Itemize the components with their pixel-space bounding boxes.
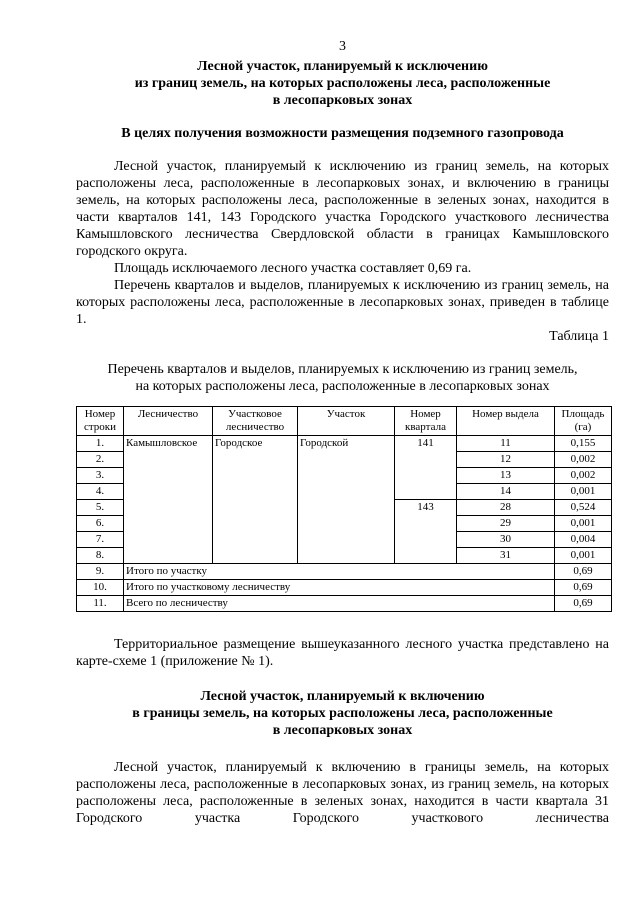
allotment-cell: 12: [457, 452, 555, 468]
forestry-cell: Камышловское: [124, 436, 213, 564]
area-cell: 0,001: [555, 484, 612, 500]
table-row: [77, 436, 612, 452]
row-num: 7.: [77, 532, 124, 548]
section1-heading-line-3: в лесопарковых зонах: [272, 93, 413, 108]
allotment-cell: 29: [457, 516, 555, 532]
purpose-heading: В целях получения возможности размещения подземного газопровода: [121, 126, 564, 141]
area-cell: 0,524: [555, 500, 612, 516]
table-caption: [76, 361, 609, 395]
map-reference-paragraph: Территориальное размещение вышеуказанного лесного участка представлено на карте-схеме 1 (приложение № 1).: [76, 637, 609, 669]
allotment-cell: 28: [457, 500, 555, 516]
table-header-row: [77, 407, 612, 436]
header-district-forestry: Участковое лесничество: [213, 407, 298, 436]
total-area: 0,69: [555, 596, 612, 612]
district-forestry-cell: Городское: [213, 436, 298, 564]
section2-heading-line-2: в границы земель, на которых расположены леса, расположенные: [132, 706, 553, 721]
table-caption-line-1: Перечень кварталов и выделов, планируемых к исключению из границ земель,: [107, 362, 578, 377]
table-total-row: [77, 596, 612, 612]
plot-cell: Городской: [298, 436, 395, 564]
allotment-cell: 31: [457, 548, 555, 564]
area-cell: 0,002: [555, 452, 612, 468]
row-num: 4.: [77, 484, 124, 500]
allotments-table: [76, 406, 612, 612]
row-num: 3.: [77, 468, 124, 484]
section2-heading: [76, 688, 609, 739]
section1-paragraph-3: Перечень кварталов и выделов, планируемых к исключению из границ земель, на которых расположены леса, расположенные в лесопарковых зонах, приведен в таблице 1.: [76, 278, 609, 327]
table-total-row: [77, 564, 612, 580]
area-cell: 0,004: [555, 532, 612, 548]
area-cell: 0,001: [555, 516, 612, 532]
row-num: 10.: [77, 580, 124, 596]
total-label: Итого по участковому лесничеству: [124, 580, 555, 596]
total-label: Итого по участку: [124, 564, 555, 580]
table-total-row: [77, 580, 612, 596]
header-plot: Участок: [298, 407, 395, 436]
section2-paragraph-1: Лесной участок, планируемый к включению в границы земель, на которых расположены леса, расположенные в лесопарковых зонах, из границ земель, на которых расположены леса, расположенные в зеленых зонах, находится в части квартала 31 Городского участка Городского участкового лесничества: [76, 760, 609, 826]
table-caption-line-2: на которых расположены леса, расположенные в лесопарковых зонах: [135, 379, 550, 394]
section1-heading-line-1: Лесной участок, планируемый к исключению: [197, 59, 488, 74]
section1-paragraph-1: Лесной участок, планируемый к исключению из границ земель, на которых расположены леса, расположенные в лесопарковых зонах, и включению в границы земель, на которых расположены леса, расположенные в зеленых зонах, находится в части кварталов 141, 143 Городского участка Городского участкового лесничества Камышловского лесничества Свердловской области в границах Камышловского городского округа.: [76, 159, 609, 259]
header-row-num: Номер строки: [77, 407, 124, 436]
section2-heading-line-1: Лесной участок, планируемый к включению: [200, 689, 485, 704]
section2-heading-line-3: в лесопарковых зонах: [272, 723, 413, 738]
header-quarter: Номер квартала: [395, 407, 457, 436]
area-cell: 0,155: [555, 436, 612, 452]
row-num: 8.: [77, 548, 124, 564]
allotment-cell: 13: [457, 468, 555, 484]
total-area: 0,69: [555, 564, 612, 580]
row-num: 5.: [77, 500, 124, 516]
table-label: Таблица 1: [549, 329, 609, 344]
area-cell: 0,002: [555, 468, 612, 484]
allotment-cell: 14: [457, 484, 555, 500]
row-num: 6.: [77, 516, 124, 532]
allotment-cell: 30: [457, 532, 555, 548]
header-allotment: Номер выдела: [457, 407, 555, 436]
total-label: Всего по лесничеству: [124, 596, 555, 612]
allotment-cell: 11: [457, 436, 555, 452]
row-num: 1.: [77, 436, 124, 452]
header-area: Площадь (га): [555, 407, 612, 436]
quarter-cell: 141: [395, 436, 457, 500]
row-num: 2.: [77, 452, 124, 468]
row-num: 11.: [77, 596, 124, 612]
page-number: 3: [339, 39, 346, 54]
header-forestry: Лесничество: [124, 407, 213, 436]
row-num: 9.: [77, 564, 124, 580]
section1-heading-line-2: из границ земель, на которых расположены леса, расположенные: [134, 76, 551, 91]
area-cell: 0,001: [555, 548, 612, 564]
section1-heading: [76, 58, 609, 109]
total-area: 0,69: [555, 580, 612, 596]
quarter-cell: 143: [395, 500, 457, 564]
section1-paragraph-2: Площадь исключаемого лесного участка составляет 0,69 га.: [114, 261, 472, 276]
